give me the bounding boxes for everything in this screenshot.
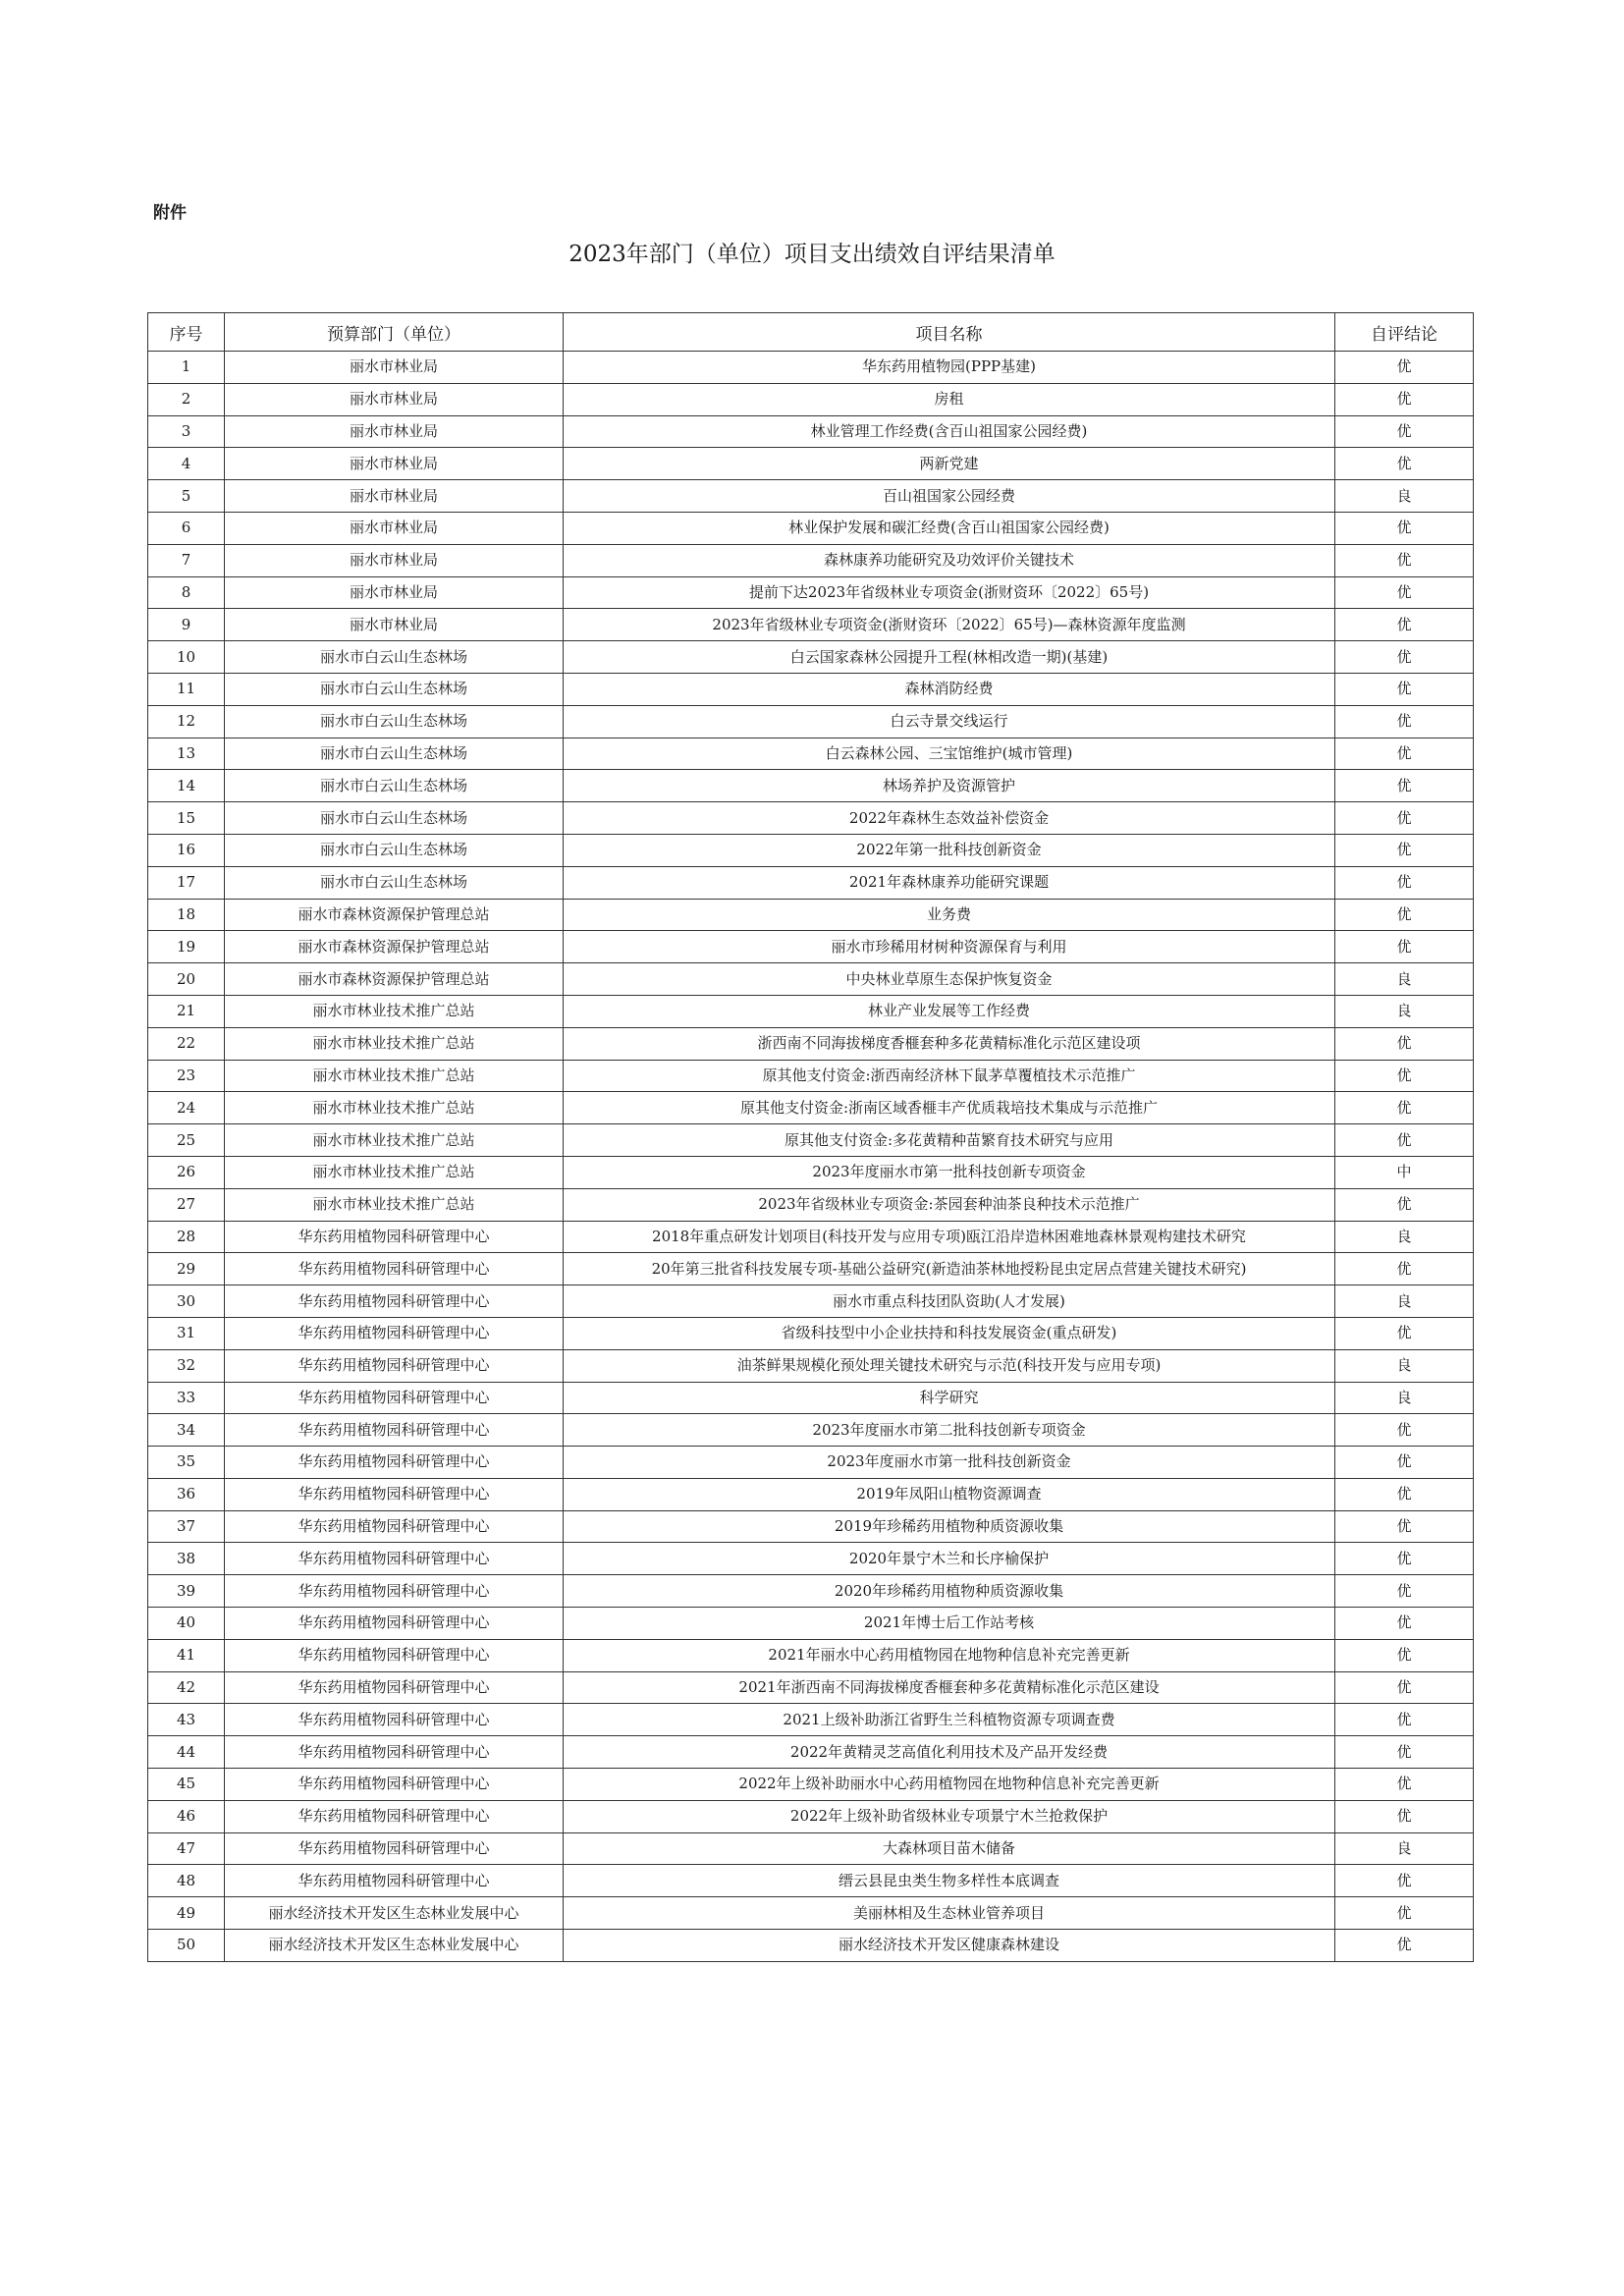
table-row — [148, 1704, 1474, 1736]
table-row — [148, 963, 1474, 996]
header-seq: 序号 — [148, 313, 225, 352]
table-row — [148, 1414, 1474, 1447]
cell-project: 2022年上级补助省级林业专项景宁木兰抢救保护 — [564, 1800, 1335, 1832]
table-row — [148, 448, 1474, 480]
table-row — [148, 673, 1474, 705]
cell-project: 2023年省级林业专项资金:茶园套种油茶良种技术示范推广 — [564, 1188, 1335, 1221]
cell-seq: 12 — [148, 705, 225, 738]
cell-result: 优 — [1335, 899, 1474, 931]
cell-project: 林业管理工作经费(含百山祖国家公园经费) — [564, 415, 1335, 448]
cell-dept: 华东药用植物园科研管理中心 — [225, 1285, 564, 1318]
cell-result: 良 — [1335, 1382, 1474, 1414]
table-row — [148, 1930, 1474, 1962]
cell-project: 缙云县昆虫类生物多样性本底调查 — [564, 1865, 1335, 1897]
cell-seq: 30 — [148, 1285, 225, 1318]
cell-seq: 10 — [148, 641, 225, 674]
cell-dept: 丽水市林业技术推广总站 — [225, 1027, 564, 1060]
cell-seq: 16 — [148, 834, 225, 866]
cell-result: 优 — [1335, 352, 1474, 384]
cell-dept: 华东药用植物园科研管理中心 — [225, 1639, 564, 1671]
table-row — [148, 415, 1474, 448]
cell-seq: 28 — [148, 1221, 225, 1253]
cell-dept: 华东药用植物园科研管理中心 — [225, 1317, 564, 1349]
cell-dept: 丽水经济技术开发区生态林业发展中心 — [225, 1897, 564, 1930]
cell-result: 优 — [1335, 1478, 1474, 1510]
cell-result: 优 — [1335, 1575, 1474, 1608]
cell-dept: 丽水市林业局 — [225, 352, 564, 384]
cell-result: 优 — [1335, 1800, 1474, 1832]
cell-seq: 45 — [148, 1769, 225, 1801]
table-row — [148, 1865, 1474, 1897]
cell-result: 优 — [1335, 1736, 1474, 1769]
cell-result: 优 — [1335, 383, 1474, 415]
cell-project: 2022年森林生态效益补偿资金 — [564, 802, 1335, 835]
cell-dept: 丽水经济技术开发区生态林业发展中心 — [225, 1930, 564, 1962]
cell-dept: 华东药用植物园科研管理中心 — [225, 1253, 564, 1285]
cell-result: 优 — [1335, 866, 1474, 899]
cell-seq: 13 — [148, 738, 225, 770]
table-row — [148, 1124, 1474, 1157]
cell-dept: 华东药用植物园科研管理中心 — [225, 1349, 564, 1382]
cell-project: 2021年博士后工作站考核 — [564, 1608, 1335, 1640]
cell-dept: 丽水市林业局 — [225, 448, 564, 480]
cell-result: 优 — [1335, 1671, 1474, 1704]
cell-result: 优 — [1335, 1447, 1474, 1479]
cell-dept: 华东药用植物园科研管理中心 — [225, 1704, 564, 1736]
cell-dept: 丽水市林业局 — [225, 512, 564, 544]
cell-seq: 42 — [148, 1671, 225, 1704]
cell-seq: 40 — [148, 1608, 225, 1640]
cell-dept: 华东药用植物园科研管理中心 — [225, 1769, 564, 1801]
cell-project: 林场养护及资源管护 — [564, 770, 1335, 802]
cell-project: 2023年度丽水市第一批科技创新资金 — [564, 1447, 1335, 1479]
cell-seq: 48 — [148, 1865, 225, 1897]
table-header-row — [148, 313, 1474, 352]
cell-seq: 14 — [148, 770, 225, 802]
cell-project: 华东药用植物园(PPP基建) — [564, 352, 1335, 384]
table-row — [148, 1575, 1474, 1608]
cell-result: 优 — [1335, 609, 1474, 641]
cell-project: 原其他支付资金:浙南区域香榧丰产优质栽培技术集成与示范推广 — [564, 1092, 1335, 1124]
table-row — [148, 1188, 1474, 1221]
table-row — [148, 1608, 1474, 1640]
table-row — [148, 480, 1474, 513]
table-row — [148, 1510, 1474, 1543]
cell-result: 良 — [1335, 1832, 1474, 1865]
cell-result: 优 — [1335, 738, 1474, 770]
table-row — [148, 1639, 1474, 1671]
cell-project: 白云寺景交线运行 — [564, 705, 1335, 738]
cell-seq: 6 — [148, 512, 225, 544]
header-result: 自评结论 — [1335, 313, 1474, 352]
cell-seq: 24 — [148, 1092, 225, 1124]
cell-seq: 35 — [148, 1447, 225, 1479]
cell-project: 森林消防经费 — [564, 673, 1335, 705]
cell-dept: 华东药用植物园科研管理中心 — [225, 1608, 564, 1640]
table-row — [148, 899, 1474, 931]
cell-project: 2023年省级林业专项资金(浙财资环〔2022〕65号)—森林资源年度监测 — [564, 609, 1335, 641]
cell-seq: 44 — [148, 1736, 225, 1769]
cell-dept: 华东药用植物园科研管理中心 — [225, 1510, 564, 1543]
cell-result: 良 — [1335, 963, 1474, 996]
cell-seq: 8 — [148, 576, 225, 609]
cell-seq: 23 — [148, 1060, 225, 1092]
cell-seq: 15 — [148, 802, 225, 835]
cell-project: 2022年上级补助丽水中心药用植物园在地物种信息补充完善更新 — [564, 1769, 1335, 1801]
cell-seq: 22 — [148, 1027, 225, 1060]
cell-project: 原其他支付资金:多花黄精种苗繁育技术研究与应用 — [564, 1124, 1335, 1157]
cell-seq: 9 — [148, 609, 225, 641]
cell-seq: 18 — [148, 899, 225, 931]
table-row — [148, 1478, 1474, 1510]
cell-dept: 华东药用植物园科研管理中心 — [225, 1832, 564, 1865]
attachment-label: 附件 — [153, 203, 187, 223]
cell-result: 优 — [1335, 641, 1474, 674]
table-row — [148, 641, 1474, 674]
cell-dept: 华东药用植物园科研管理中心 — [225, 1382, 564, 1414]
table-row — [148, 1832, 1474, 1865]
cell-result: 优 — [1335, 834, 1474, 866]
cell-project: 2019年凤阳山植物资源调查 — [564, 1478, 1335, 1510]
cell-result: 优 — [1335, 1769, 1474, 1801]
cell-project: 丽水经济技术开发区健康森林建设 — [564, 1930, 1335, 1962]
table-row — [148, 1092, 1474, 1124]
cell-seq: 34 — [148, 1414, 225, 1447]
cell-seq: 5 — [148, 480, 225, 513]
cell-result: 优 — [1335, 448, 1474, 480]
cell-dept: 丽水市白云山生态林场 — [225, 866, 564, 899]
cell-project: 2021年森林康养功能研究课题 — [564, 866, 1335, 899]
cell-result: 优 — [1335, 1060, 1474, 1092]
cell-seq: 11 — [148, 673, 225, 705]
cell-result: 良 — [1335, 1349, 1474, 1382]
cell-project: 林业保护发展和碳汇经费(含百山祖国家公园经费) — [564, 512, 1335, 544]
cell-dept: 华东药用植物园科研管理中心 — [225, 1865, 564, 1897]
table-row — [148, 1060, 1474, 1092]
table-row — [148, 866, 1474, 899]
cell-result: 良 — [1335, 995, 1474, 1027]
table-row — [148, 1769, 1474, 1801]
cell-project: 大森林项目苗木储备 — [564, 1832, 1335, 1865]
cell-dept: 丽水市白云山生态林场 — [225, 738, 564, 770]
cell-dept: 丽水市白云山生态林场 — [225, 641, 564, 674]
cell-dept: 丽水市森林资源保护管理总站 — [225, 931, 564, 963]
cell-project: 2021年浙西南不同海拔梯度香榧套种多花黄精标准化示范区建设 — [564, 1671, 1335, 1704]
cell-result: 良 — [1335, 1221, 1474, 1253]
cell-dept: 丽水市林业局 — [225, 480, 564, 513]
cell-dept: 华东药用植物园科研管理中心 — [225, 1736, 564, 1769]
cell-result: 优 — [1335, 931, 1474, 963]
cell-dept: 丽水市林业局 — [225, 576, 564, 609]
cell-project: 2021年丽水中心药用植物园在地物种信息补充完善更新 — [564, 1639, 1335, 1671]
cell-project: 房租 — [564, 383, 1335, 415]
cell-project: 20年第三批省科技发展专项-基础公益研究(新造油茶林地授粉昆虫定居点营建关键技术研究) — [564, 1253, 1335, 1285]
cell-seq: 46 — [148, 1800, 225, 1832]
cell-project: 油茶鲜果规模化预处理关键技术研究与示范(科技开发与应用专项) — [564, 1349, 1335, 1382]
table-row — [148, 802, 1474, 835]
table-row — [148, 770, 1474, 802]
table-row — [148, 995, 1474, 1027]
cell-seq: 19 — [148, 931, 225, 963]
cell-result: 优 — [1335, 673, 1474, 705]
cell-result: 中 — [1335, 1156, 1474, 1188]
cell-result: 优 — [1335, 802, 1474, 835]
header-dept: 预算部门（单位） — [225, 313, 564, 352]
cell-result: 优 — [1335, 1188, 1474, 1221]
cell-seq: 32 — [148, 1349, 225, 1382]
cell-seq: 7 — [148, 544, 225, 576]
table-row — [148, 1897, 1474, 1930]
cell-dept: 丽水市白云山生态林场 — [225, 834, 564, 866]
table-row — [148, 352, 1474, 384]
cell-seq: 17 — [148, 866, 225, 899]
cell-project: 百山祖国家公园经费 — [564, 480, 1335, 513]
table-row — [148, 1349, 1474, 1382]
cell-dept: 华东药用植物园科研管理中心 — [225, 1447, 564, 1479]
cell-project: 丽水市重点科技团队资助(人才发展) — [564, 1285, 1335, 1318]
header-project: 项目名称 — [564, 313, 1335, 352]
cell-result: 优 — [1335, 415, 1474, 448]
cell-dept: 丽水市白云山生态林场 — [225, 673, 564, 705]
cell-seq: 26 — [148, 1156, 225, 1188]
table-row — [148, 544, 1474, 576]
table-row — [148, 1736, 1474, 1769]
cell-result: 优 — [1335, 1510, 1474, 1543]
cell-result: 优 — [1335, 512, 1474, 544]
cell-dept: 华东药用植物园科研管理中心 — [225, 1478, 564, 1510]
cell-seq: 31 — [148, 1317, 225, 1349]
cell-project: 2023年度丽水市第二批科技创新专项资金 — [564, 1414, 1335, 1447]
table-row — [148, 1543, 1474, 1575]
cell-project: 丽水市珍稀用材树种资源保育与利用 — [564, 931, 1335, 963]
cell-seq: 41 — [148, 1639, 225, 1671]
cell-project: 浙西南不同海拔梯度香榧套种多花黄精标准化示范区建设项 — [564, 1027, 1335, 1060]
cell-result: 优 — [1335, 1639, 1474, 1671]
cell-project: 白云森林公园、三宝馆维护(城市管理) — [564, 738, 1335, 770]
table-row — [148, 1027, 1474, 1060]
cell-project: 森林康养功能研究及功效评价关键技术 — [564, 544, 1335, 576]
table-row — [148, 738, 1474, 770]
cell-dept: 丽水市林业技术推广总站 — [225, 1188, 564, 1221]
cell-dept: 丽水市白云山生态林场 — [225, 802, 564, 835]
cell-dept: 华东药用植物园科研管理中心 — [225, 1543, 564, 1575]
cell-seq: 3 — [148, 415, 225, 448]
cell-dept: 丽水市林业局 — [225, 415, 564, 448]
cell-seq: 25 — [148, 1124, 225, 1157]
cell-project: 科学研究 — [564, 1382, 1335, 1414]
table-row — [148, 1447, 1474, 1479]
cell-dept: 丽水市白云山生态林场 — [225, 770, 564, 802]
table-row — [148, 705, 1474, 738]
cell-dept: 丽水市林业技术推广总站 — [225, 1124, 564, 1157]
table-row — [148, 1671, 1474, 1704]
cell-project: 省级科技型中小企业扶持和科技发展资金(重点研发) — [564, 1317, 1335, 1349]
cell-project: 两新党建 — [564, 448, 1335, 480]
cell-seq: 37 — [148, 1510, 225, 1543]
table-row — [148, 1285, 1474, 1318]
page-title: 2023年部门（单位）项目支出绩效自评结果清单 — [568, 242, 1056, 267]
cell-result: 良 — [1335, 1285, 1474, 1318]
cell-dept: 华东药用植物园科研管理中心 — [225, 1221, 564, 1253]
cell-project: 林业产业发展等工作经费 — [564, 995, 1335, 1027]
table-row — [148, 1800, 1474, 1832]
cell-dept: 丽水市森林资源保护管理总站 — [225, 963, 564, 996]
table-body — [148, 352, 1474, 1962]
cell-dept: 华东药用植物园科研管理中心 — [225, 1575, 564, 1608]
cell-dept: 丽水市林业技术推广总站 — [225, 1092, 564, 1124]
cell-seq: 36 — [148, 1478, 225, 1510]
cell-result: 良 — [1335, 480, 1474, 513]
cell-dept: 丽水市林业技术推广总站 — [225, 1156, 564, 1188]
table-row — [148, 834, 1474, 866]
table-row — [148, 1317, 1474, 1349]
cell-seq: 20 — [148, 963, 225, 996]
cell-project: 2022年黄精灵芝高值化利用技术及产品开发经费 — [564, 1736, 1335, 1769]
cell-seq: 38 — [148, 1543, 225, 1575]
cell-result: 优 — [1335, 1865, 1474, 1897]
cell-project: 提前下达2023年省级林业专项资金(浙财资环〔2022〕65号) — [564, 576, 1335, 609]
table-row — [148, 1382, 1474, 1414]
cell-seq: 49 — [148, 1897, 225, 1930]
cell-result: 优 — [1335, 1124, 1474, 1157]
cell-result: 优 — [1335, 1897, 1474, 1930]
cell-seq: 2 — [148, 383, 225, 415]
cell-project: 2021上级补助浙江省野生兰科植物资源专项调查费 — [564, 1704, 1335, 1736]
cell-project: 2018年重点研发计划项目(科技开发与应用专项)瓯江沿岸造林困难地森林景观构建技术研究 — [564, 1221, 1335, 1253]
cell-dept: 丽水市林业技术推广总站 — [225, 1060, 564, 1092]
cell-seq: 29 — [148, 1253, 225, 1285]
results-table — [147, 312, 1474, 1962]
cell-project: 2020年珍稀药用植物种质资源收集 — [564, 1575, 1335, 1608]
cell-seq: 47 — [148, 1832, 225, 1865]
cell-project: 原其他支付资金:浙西南经济林下鼠茅草覆植技术示范推广 — [564, 1060, 1335, 1092]
table-row — [148, 1221, 1474, 1253]
cell-seq: 1 — [148, 352, 225, 384]
cell-seq: 21 — [148, 995, 225, 1027]
table-row — [148, 931, 1474, 963]
cell-result: 优 — [1335, 770, 1474, 802]
table-row — [148, 383, 1474, 415]
cell-dept: 丽水市森林资源保护管理总站 — [225, 899, 564, 931]
cell-seq: 43 — [148, 1704, 225, 1736]
cell-project: 美丽林相及生态林业管养项目 — [564, 1897, 1335, 1930]
table-row — [148, 1156, 1474, 1188]
cell-project: 2020年景宁木兰和长序榆保护 — [564, 1543, 1335, 1575]
cell-dept: 丽水市白云山生态林场 — [225, 705, 564, 738]
cell-dept: 丽水市林业技术推广总站 — [225, 995, 564, 1027]
cell-result: 优 — [1335, 1930, 1474, 1962]
cell-dept: 丽水市林业局 — [225, 383, 564, 415]
cell-project: 2022年第一批科技创新资金 — [564, 834, 1335, 866]
cell-project: 2019年珍稀药用植物种质资源收集 — [564, 1510, 1335, 1543]
cell-result: 优 — [1335, 1253, 1474, 1285]
table-row — [148, 576, 1474, 609]
table-row — [148, 609, 1474, 641]
cell-dept: 华东药用植物园科研管理中心 — [225, 1800, 564, 1832]
cell-result: 优 — [1335, 1543, 1474, 1575]
table-row — [148, 1253, 1474, 1285]
cell-seq: 50 — [148, 1930, 225, 1962]
cell-result: 优 — [1335, 544, 1474, 576]
cell-result: 优 — [1335, 1027, 1474, 1060]
cell-result: 优 — [1335, 1414, 1474, 1447]
cell-result: 优 — [1335, 576, 1474, 609]
cell-project: 白云国家森林公园提升工程(林相改造一期)(基建) — [564, 641, 1335, 674]
cell-dept: 华东药用植物园科研管理中心 — [225, 1671, 564, 1704]
cell-result: 优 — [1335, 1704, 1474, 1736]
cell-dept: 丽水市林业局 — [225, 544, 564, 576]
cell-result: 优 — [1335, 705, 1474, 738]
cell-result: 优 — [1335, 1608, 1474, 1640]
cell-project: 中央林业草原生态保护恢复资金 — [564, 963, 1335, 996]
cell-result: 优 — [1335, 1317, 1474, 1349]
cell-dept: 丽水市林业局 — [225, 609, 564, 641]
cell-project: 2023年度丽水市第一批科技创新专项资金 — [564, 1156, 1335, 1188]
cell-seq: 39 — [148, 1575, 225, 1608]
table-row — [148, 512, 1474, 544]
cell-project: 业务费 — [564, 899, 1335, 931]
cell-dept: 华东药用植物园科研管理中心 — [225, 1414, 564, 1447]
cell-seq: 33 — [148, 1382, 225, 1414]
cell-seq: 27 — [148, 1188, 225, 1221]
cell-result: 优 — [1335, 1092, 1474, 1124]
cell-seq: 4 — [148, 448, 225, 480]
